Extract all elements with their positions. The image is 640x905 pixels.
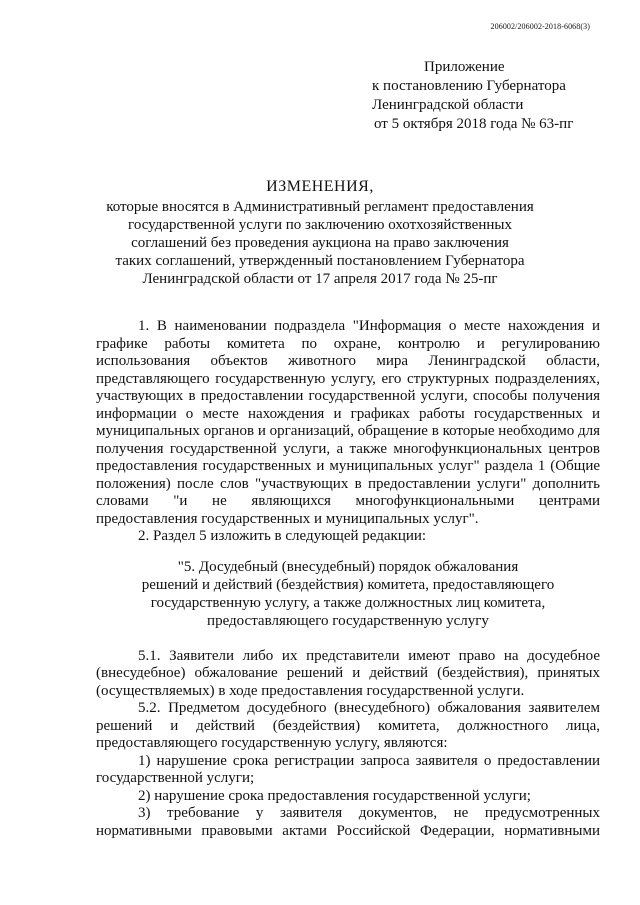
appendix-line: Ленинградской области xyxy=(372,97,524,113)
appendix-line: от 5 октября 2018 года № 63-пг xyxy=(374,116,574,132)
document-body xyxy=(96,318,600,840)
list-item-3: 3) требование у заявителя документов, не предусмотренных нормативными правовыми актами Российской Федерации, нормативными xyxy=(96,805,600,839)
title-line: таких соглашений, утвержденный постановлением Губернатора xyxy=(115,253,525,269)
section-title-line: "5. Досудебный (внесудебный) порядок обжалования xyxy=(177,558,519,575)
paragraph-5-2: 5.2. Предметом досудебного (внесудебного) обжалования заявителем решений и действий (бездействия) комитета, должностного лица, предоставляющего государственную услугу, являются: xyxy=(96,700,600,751)
title-heading: ИЗМЕНЕНИЯ, xyxy=(266,178,374,195)
paragraph-5-1: 5.1. Заявители либо их представители имеют право на досудебное (внесудебное) обжалование решений и действий (бездействия), принятых (осуществляемых) в ходе предоставления государственной услуги. xyxy=(96,647,600,699)
section-title-line: решений и действий (бездействия) комитета, предоставляющего xyxy=(141,576,555,593)
paragraph-2: 2. Раздел 5 изложить в следующей редакции: xyxy=(138,528,427,544)
title-line: государственной услуги по заключению охотхозяйственных xyxy=(128,217,512,233)
appendix-line: Приложение xyxy=(424,59,505,75)
title-line: соглашений без проведения аукциона на право заключения xyxy=(131,235,509,251)
section-title-line: предоставляющего государственную услугу xyxy=(207,612,489,629)
title-line: которые вносятся в Административный регламент предоставления xyxy=(106,199,534,215)
title-line: Ленинградской области от 17 апреля 2017 года № 25-пг xyxy=(142,271,498,287)
appendix-line: к постановлению Губернатора xyxy=(372,78,566,94)
document-title xyxy=(0,178,640,288)
appendix-block xyxy=(372,58,573,134)
document-id: 206002/206002-2018-6068(3) xyxy=(490,22,590,31)
section-5-title xyxy=(96,558,600,630)
section-title-line: государственную услугу, а также должностных лиц комитета, xyxy=(150,594,546,611)
list-item-1: 1) нарушение срока регистрации запроса заявителя о предоставлении государственной услуги; xyxy=(96,752,600,786)
paragraph-1: 1. В наименовании подраздела "Информация о месте нахождения и графике работы комитета по охране, контролю и регулированию использования объектов животного мира Ленинградской области, представляющего государственную услугу, его структурных подразделениях, участвующих в предоставлении государственной услуги, способы получения информации о месте нахождения и графиках работы государственных и муниципальных органов и организаций, обращение в которые необходимо для получения государственной услуги, а также многофункциональных центров предоставления государственных и муниципальных услуг" раздела 1 (Общие положения) после слов "участвующих в предоставлении услуги" дополнить словами "и не являющихся многофункциональными центрами предоставления государственных и муниципальных услуг". xyxy=(96,318,600,527)
list-item-2: 2) нарушение срока предоставления государственной услуги; xyxy=(138,787,531,804)
